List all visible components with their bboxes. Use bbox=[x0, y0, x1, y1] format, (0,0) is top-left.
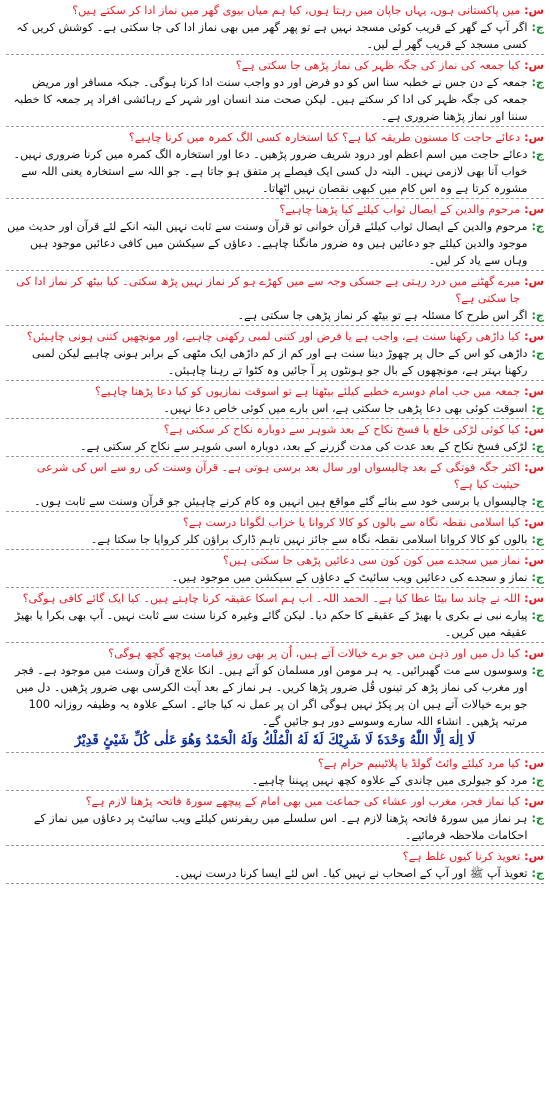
answer-text: تعویذ آپ ﷺ اور آپ کے اصحاب نے نہیں کیا۔ اس لئے ایسا کرنا درست نہیں۔ bbox=[173, 867, 528, 880]
dashed-divider bbox=[6, 54, 544, 55]
answer-prefix: ج: bbox=[531, 76, 544, 89]
qa-entry bbox=[6, 755, 544, 791]
question-line bbox=[6, 590, 544, 607]
question-prefix: س: bbox=[524, 4, 544, 17]
answer-line bbox=[6, 218, 544, 269]
dashed-divider bbox=[6, 587, 544, 588]
answer-text: اگر اس طرح کا مسئلہ ہے تو بیٹھ کر نماز پڑھی جا سکتی ہے۔ bbox=[237, 309, 528, 322]
dashed-divider bbox=[6, 845, 544, 846]
qa-entry bbox=[6, 201, 544, 271]
question-prefix: س: bbox=[524, 461, 544, 474]
question-text: کیا داڑھی رکھنا سنت ہے، واجب ہے یا فرض اور کتنی لمبی رکھنی چاہیے، اور مونچھیں کتنی ہونی چاہیئں؟ bbox=[26, 330, 521, 343]
dashed-divider bbox=[6, 883, 544, 884]
question-line bbox=[6, 421, 544, 438]
question-text: نماز میں سجدے میں کون کون سی دعائیں پڑھی جا سکتی ہیں؟ bbox=[222, 554, 521, 567]
qa-entry bbox=[6, 383, 544, 419]
question-text: کیا نماز فجر، مغرب اور عشاء کی جماعت میں بھی امام کے پیچھے سورۃ فاتحہ پڑھنا لازم ہے؟ bbox=[85, 795, 521, 808]
question-line bbox=[6, 514, 544, 531]
answer-line bbox=[6, 772, 544, 789]
question-text: میرے گھٹنے میں درد رہتی ہے جسکی وجہ سے میں کھڑے ہو کر نماز نہیں پڑھ سکتی۔ کیا بیٹھ کر نماز ادا کی جا سکتی ہے؟ bbox=[16, 275, 521, 305]
answer-text: داڑھی کو اس کے حال پر چھوڑ دینا سنت ہے اور کم از کم داڑھی ایک مٹھی کے برابر ہونی چاہیے لیکن لمبی رکھنا بہتر ہے، مونچھوں کے بال جو ہونٹوں پر آ جائیں وہ کٹوا تے رہنا چاہیئں۔ bbox=[32, 347, 528, 377]
answer-prefix: ج: bbox=[531, 774, 544, 787]
answer-text: مرد کو جیولری میں چاندی کے علاوہ کچھ نہیں پہننا چاہیے۔ bbox=[251, 774, 528, 787]
qa-entry bbox=[6, 645, 544, 753]
question-text: میں پاکستانی ہوں، یہاں جاپان میں رہتا ہوں، کیا ہم میاں بیوی گھر میں نماز ادا کر سکتے ہیں؟ bbox=[72, 4, 521, 17]
answer-text: پیارے نبی نے بکری یا بھیڑ کے عقیقے کا حکم دیا۔ لیکن گائے وغیرہ کرنا سنت سے ثابت نہیں۔ آپ بھی بکرا یا بھیڑ عقیقہ میں کریں۔ bbox=[14, 609, 528, 639]
answer-line bbox=[6, 146, 544, 197]
answer-line bbox=[6, 438, 544, 455]
answer-prefix: ج: bbox=[531, 812, 544, 825]
question-line bbox=[6, 328, 544, 345]
question-line bbox=[6, 2, 544, 19]
question-text: کیا جمعہ کی نماز کی جگہ ظہر کی نماز پڑھی جا سکتی ہے؟ bbox=[235, 59, 521, 72]
answer-line bbox=[6, 607, 544, 641]
answer-text: اسوقت کوئی بھی دعا پڑھی جا سکتی ہے، اس بارے میں کوئی خاص دعا نہیں۔ bbox=[163, 402, 528, 415]
answer-text: مرحوم والدین کے ایصال ثواب کیلئے قرآن خوانی تو قرآن وسنت سے ثابت نہیں البتہ انکے لئے قرآن اور حدیث میں موجود والدین کیلئے جو دعائیں ہیں وہ ضرور مانگنا چاہیے۔ دعاؤں کے سیکشن میں کافی دعائیں موجود ہیں وہاں سے یاد کر لیں۔ bbox=[7, 220, 528, 267]
qa-entry bbox=[6, 129, 544, 199]
question-prefix: س: bbox=[524, 757, 544, 770]
question-prefix: س: bbox=[524, 385, 544, 398]
qa-entry bbox=[6, 328, 544, 381]
dashed-divider bbox=[6, 549, 544, 550]
answer-line bbox=[6, 810, 544, 844]
qa-entry bbox=[6, 848, 544, 884]
answer-prefix: ج: bbox=[531, 21, 544, 34]
question-prefix: س: bbox=[524, 59, 544, 72]
dashed-divider bbox=[6, 325, 544, 326]
dashed-divider bbox=[6, 642, 544, 643]
answer-prefix: ج: bbox=[531, 440, 544, 453]
answer-prefix: ج: bbox=[531, 220, 544, 233]
qa-entry bbox=[6, 590, 544, 643]
question-line bbox=[6, 201, 544, 218]
question-prefix: س: bbox=[524, 516, 544, 529]
answer-prefix: ج: bbox=[531, 571, 544, 584]
question-prefix: س: bbox=[524, 795, 544, 808]
question-prefix: س: bbox=[524, 554, 544, 567]
question-line bbox=[6, 383, 544, 400]
qa-entry bbox=[6, 514, 544, 550]
answer-line bbox=[6, 19, 544, 53]
question-prefix: س: bbox=[524, 423, 544, 436]
question-text: اکثر جگہ فوتگی کے بعد چالیسواں اور سال بعد برسی ہوتی ہے۔ قرآن وسنت کی رو سے اس کی شرعی حیثیت کیا ہے؟ bbox=[36, 461, 521, 491]
answer-text: وسوسوں سے مت گھبرائیں۔ یہ ہر مومن اور مسلمان کو آتے ہیں۔ انکا علاج قرآن وسنت میں موجود ہے۔ فجر اور مغرب کی نماز پڑھ کر تینوں قُل ضرور پڑھا کریں۔ ہر نماز کے بعد آیت الکرسی بھی ضرور پڑھیں۔ دل میں جو برے خیالات آتے ہیں ان پر پکڑ نہیں ہوگی اگر ان پر عمل نہ کیا جائے۔ اسکے علاوہ یہ وظیفہ روزانہ 100 مرتبہ پڑھیں۔ انشاء اللہ سارے وسوسے دور ہو جائیں گے۔ bbox=[15, 664, 528, 728]
dashed-divider bbox=[6, 790, 544, 791]
dashed-divider bbox=[6, 198, 544, 199]
answer-prefix: ج: bbox=[531, 609, 544, 622]
dashed-divider bbox=[6, 511, 544, 512]
question-prefix: س: bbox=[524, 647, 544, 660]
question-text: دعائے حاجت کا مسنون طریقہ کیا ہے؟ کیا استخارہ کسی الگ کمرہ میں کرنا چاہیے؟ bbox=[128, 131, 521, 144]
answer-line bbox=[6, 531, 544, 548]
answer-prefix: ج: bbox=[531, 533, 544, 546]
qa-entry bbox=[6, 2, 544, 55]
answer-prefix: ج: bbox=[531, 867, 544, 880]
answer-text: لڑکی فسخ نکاح کے بعد عدت کی مدت گزرنے کے بعد، دوبارہ اسی شوہر سے نکاح کر سکتی ہے۔ bbox=[80, 440, 528, 453]
answer-line bbox=[6, 662, 544, 730]
question-line bbox=[6, 273, 544, 307]
question-prefix: س: bbox=[524, 850, 544, 863]
qa-entry bbox=[6, 793, 544, 846]
answer-text: ہر نماز میں سورۃ فاتحہ پڑھنا لازم ہے۔ اس سلسلے میں ریفرنس کیلئے ویب سائیٹ پر دعاؤں میں نماز کے احکامات ملاحظہ فرمائیے۔ bbox=[33, 812, 528, 842]
question-text: کیا کوئی لڑکی خلع یا فسخ نکاح کے بعد شوہر سے دوبارہ نکاح کر سکتی ہے؟ bbox=[163, 423, 521, 436]
question-text: مرحوم والدین کے ایصال ثواب کیلئے کیا پڑھنا چاہیے؟ bbox=[279, 203, 521, 216]
qa-entry bbox=[6, 273, 544, 326]
qa-entry bbox=[6, 459, 544, 512]
arabic-wazifa: لَا اِلٰهَ اِلَّا اللّٰهُ وَحْدَهٗ لَا شَرِيْكَ لَهٗ لَهُ الْمُلْكُ وَلَهُ الْحَمْدُ وَهُوَ عَلٰى كُلِّ شَيْئٍ قَدِيْرٌ bbox=[74, 733, 476, 748]
dashed-divider bbox=[6, 752, 544, 753]
question-line bbox=[6, 459, 544, 493]
question-text: کیا دل میں اور ذہن میں جو برے خیالات آتے ہیں، اُن پر بھی روزِ قیامت پوچھ گچھ ہوگی؟ bbox=[108, 647, 521, 660]
answer-prefix: ج: bbox=[531, 347, 544, 360]
answer-line bbox=[6, 569, 544, 586]
question-prefix: س: bbox=[524, 203, 544, 216]
question-line bbox=[6, 793, 544, 810]
answer-prefix: ج: bbox=[531, 495, 544, 508]
answer-prefix: ج: bbox=[531, 309, 544, 322]
question-text: جمعہ میں جب امام دوسرے خطبے کیلئے بیٹھتا ہے تو اسوقت نمازیوں کو کیا دعا پڑھنا چاہیے؟ bbox=[94, 385, 521, 398]
qa-entry bbox=[6, 552, 544, 588]
dashed-divider bbox=[6, 380, 544, 381]
question-prefix: س: bbox=[524, 131, 544, 144]
question-text: کیا مرد کیلئے وائٹ گولڈ یا پلاٹینیم حرام ہے؟ bbox=[317, 757, 521, 770]
answer-line bbox=[6, 307, 544, 324]
dashed-divider bbox=[6, 126, 544, 127]
answer-text: اگر آپ کے گھر کے قریب کوئی مسجد نہیں ہے تو پھر گھر میں بھی نماز ادا کی جا سکتی ہے۔ کوشش کریں کہ کسی مسجد کے قریب گھر لے لیں۔ bbox=[16, 21, 528, 51]
answer-text: نماز و سجدے کی دعائیں ویب سائیٹ کے دعاؤں کے سیکشن میں موجود ہیں۔ bbox=[171, 571, 528, 584]
question-line bbox=[6, 129, 544, 146]
answer-text: چالیسواں یا برسی خود سے بنائے گئے مواقع ہیں انہیں وہ کام کرنے چاہیئں جو قرآن وسنت سے ثابت ہوں۔ bbox=[34, 495, 528, 508]
qa-entry bbox=[6, 57, 544, 127]
question-text: کیا اسلامی نقطہ نگاہ سے بالوں کو کالا کروانا یا خزاب لگوانا درست ہے؟ bbox=[182, 516, 521, 529]
question-line bbox=[6, 57, 544, 74]
question-prefix: س: bbox=[524, 330, 544, 343]
answer-line bbox=[6, 865, 544, 882]
question-text: تعویذ کرنا کیوں غلط ہے؟ bbox=[402, 850, 521, 863]
question-line bbox=[6, 645, 544, 662]
question-line bbox=[6, 755, 544, 772]
question-prefix: س: bbox=[524, 275, 544, 288]
answer-line bbox=[6, 74, 544, 125]
answer-text: جمعہ کے دن جس نے خطبہ سنا اس کو دو فرض اور دو واجب سنت ادا کرنا ہوگی۔ جبکہ مسافر اور مریض جمعہ کی جگہ ظہر کی ادا کر سکتے ہیں۔ لیکن صحت مند انسان اور شہر کے رہائشی افراد پر جمعہ کا خطبہ سننا اور نماز پڑھنا ضروری ہے۔ bbox=[13, 76, 528, 123]
answer-text: دعائے حاجت میں اسم اعظم اور درود شریف ضرور پڑھیں۔ دعا اور استخارہ الگ کمرہ میں کرنا ضروری نہیں۔ خواب آنا بھی لازمی نہیں۔ البتہ دل کسی ایک فیصلے پر متفق ہو جاتا ہے۔ جو اللہ سے استخارہ یعنی اللہ سے مشورہ کرتا ہے وہ اس کام میں کبھی نقصان نہیں اٹھاتا۔ bbox=[13, 148, 528, 195]
dashed-divider bbox=[6, 456, 544, 457]
answer-line bbox=[6, 400, 544, 417]
question-line bbox=[6, 552, 544, 569]
question-line bbox=[6, 848, 544, 865]
qa-entry bbox=[6, 421, 544, 457]
answer-prefix: ج: bbox=[531, 402, 544, 415]
question-prefix: س: bbox=[524, 592, 544, 605]
answer-text: بالوں کو کالا کروانا اسلامی نقطہ نگاہ سے جائز نہیں تاہم ڈارک براؤن کلر کروایا جا سکتا ہے۔ bbox=[90, 533, 528, 546]
answer-line bbox=[6, 345, 544, 379]
answer-prefix: ج: bbox=[531, 148, 544, 161]
answer-line bbox=[6, 493, 544, 510]
dashed-divider bbox=[6, 270, 544, 271]
dashed-divider bbox=[6, 418, 544, 419]
question-text: اللہ نے چاند سا بیٹا عطا کیا ہے۔ الحمد اللہ۔ اب ہم اسکا عقیقہ کرنا چاہتے ہیں۔ کیا ایک گائے کافی ہوگی؟ bbox=[22, 592, 521, 605]
answer-prefix: ج: bbox=[531, 664, 544, 677]
